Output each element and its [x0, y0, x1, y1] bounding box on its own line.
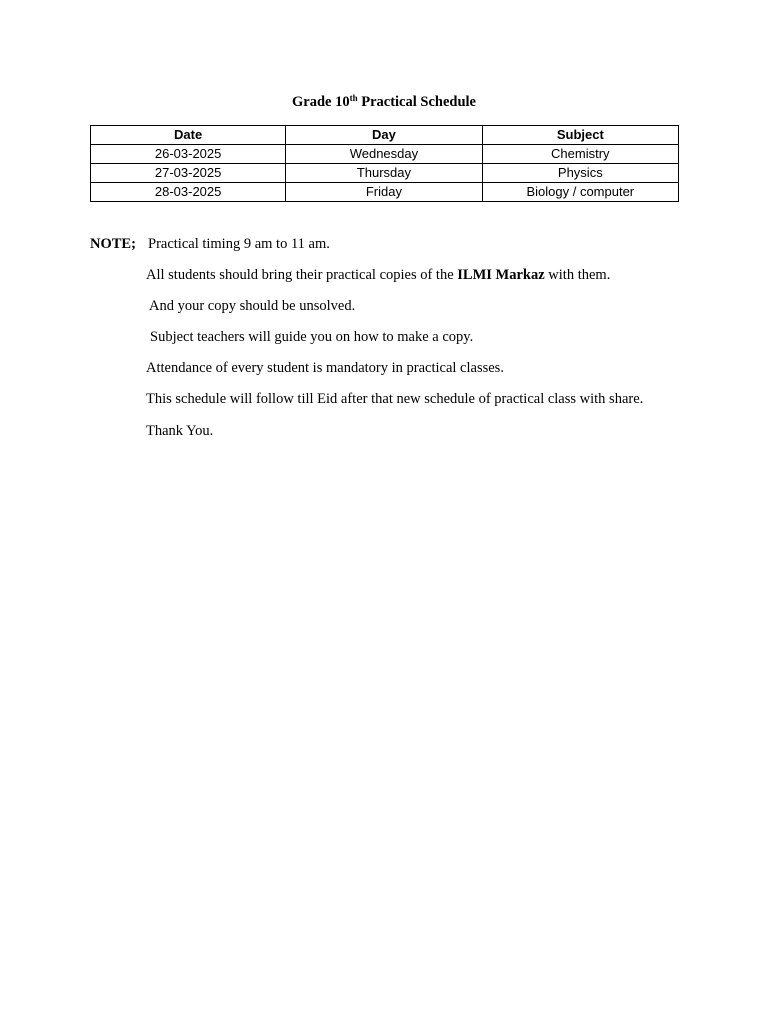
note-line-teachers: Subject teachers will guide you on how to make a copy. — [150, 329, 474, 345]
cell-subject: Chemistry — [482, 145, 678, 164]
note-line-copies-after: with them. — [544, 267, 611, 283]
header-day: Day — [286, 126, 482, 145]
table-row — [91, 164, 679, 183]
cell-day: Wednesday — [286, 145, 482, 164]
header-subject: Subject — [482, 126, 678, 145]
note-line-thanks: Thank You. — [146, 423, 214, 439]
table-header-row — [91, 126, 679, 145]
cell-date: 27-03-2025 — [91, 164, 286, 183]
table-row — [91, 145, 679, 164]
cell-date: 28-03-2025 — [91, 183, 286, 202]
title-suffix: Practical Schedule — [357, 94, 476, 110]
table-row — [91, 183, 679, 202]
note-line-attendance: Attendance of every student is mandatory in practical classes. — [146, 360, 504, 376]
note-label: NOTE; — [90, 236, 136, 252]
title-prefix: Grade 10 — [291, 94, 350, 110]
note-timing: Practical timing 9 am to 11 am. — [148, 236, 330, 252]
note-line-unsolved: And your copy should be unsolved. — [149, 298, 356, 314]
cell-day: Thursday — [286, 164, 482, 183]
note-line-copies-before: All students should bring their practical copies of the — [146, 267, 458, 283]
note-line-schedule: This schedule will follow till Eid after that new schedule of practical class with share. — [146, 391, 644, 407]
title-superscript: th — [349, 93, 358, 103]
note-line-copies — [146, 265, 610, 285]
cell-date: 26-03-2025 — [91, 145, 286, 164]
note-line-copies-bold: ILMI Markaz — [457, 267, 545, 283]
document-title — [0, 92, 768, 112]
header-date: Date — [91, 126, 286, 145]
cell-day: Friday — [286, 183, 482, 202]
cell-subject: Physics — [482, 164, 678, 183]
cell-subject: Biology / computer — [482, 183, 678, 202]
schedule-table — [90, 125, 679, 202]
